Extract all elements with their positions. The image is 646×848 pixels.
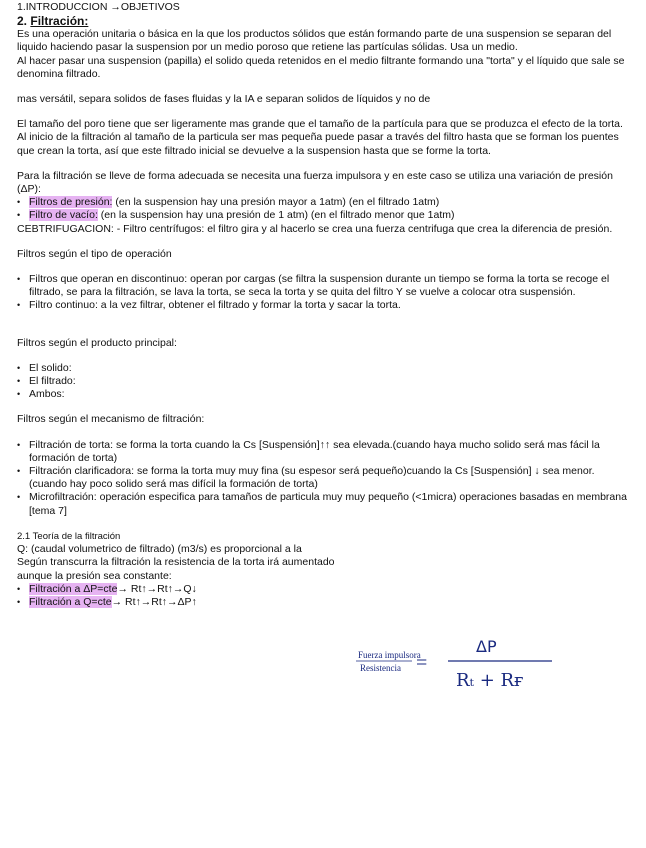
denominator-label: Resistencia xyxy=(360,663,401,673)
list-item: • El solido: xyxy=(17,362,632,375)
product-list xyxy=(17,362,632,402)
list-item: • Ambos: xyxy=(17,388,632,401)
section-number: 2. xyxy=(17,14,28,29)
paragraph-centrifugacion: CEBTRIFUGACION: - Filtro centrífugos: el filtro gira y al hacerlo se crea una fuerza centrifuga que crea la diferencia de presión. xyxy=(17,222,613,235)
equals-sign: = xyxy=(416,652,428,674)
operation-title: Filtros según el tipo de operación xyxy=(17,247,172,260)
theory-list xyxy=(17,583,347,609)
list-item: • Filtración a ΔP=cte→ Rt↑→Rt↑→Q↓ xyxy=(17,583,347,596)
theory-section xyxy=(17,530,347,609)
theory-line-q: Q: (caudal volumetrico de filtrado) (m3/s) es proporcional a la xyxy=(17,543,302,556)
document-page xyxy=(17,1,632,609)
paragraph-definition: Es una operación unitaria o básica en la que los productos sólidos que están formando parte de una suspension se separan del liquido haciendo pasar la suspension por un medio poroso que retiene las partículas sólidas. Usa un medio. xyxy=(17,28,612,54)
theory-line-resistance: Según transcurra la filtración la resistencia de la torta irá aumentado aunque la presión sea constante: xyxy=(17,556,335,582)
product-title: Filtros según el producto principal: xyxy=(17,336,177,349)
numerator: ΔP xyxy=(476,637,497,656)
header-line: 1.INTRODUCCION →OBJETIVOS xyxy=(17,1,180,13)
paragraph-torta: Al hacer pasar una suspension (papilla) el solido queda retenidos en el medio filtrante formando una "torta" y el líquido que sale se denomina filtrado. xyxy=(17,54,625,80)
list-item: • Microfiltración: operación especifica para tamaños de particula muy muy pequeño (<1micra) operaciones basadas en membrana [tema 7] xyxy=(17,491,632,517)
theory-title: 2.1 Teoría de la filtración xyxy=(17,530,121,542)
flow-equation xyxy=(340,634,570,694)
paragraph-fuerza: Para la filtración se lleve de forma adecuada se necesita una fuerza impulsora y en este caso se utiliza una variación de presión (ΔP): xyxy=(17,169,613,196)
mechanism-title: Filtros según el mecanismo de filtración: xyxy=(17,413,205,426)
section-heading xyxy=(17,14,632,28)
highlight: Filtro de vacío: xyxy=(29,209,98,222)
list-item: • Filtro de vacío: (en la suspension hay una presión de 1 atm) (en el filtrado menor que 1atm) xyxy=(17,209,632,222)
highlight: Filtros de presión: xyxy=(29,196,113,209)
list-item: • Filtros de presión: (en la suspension hay una presión mayor a 1atm) (en el filtrado 1atm) xyxy=(17,196,632,209)
list-item: • Filtración a Q=cte→ Rt↑→Rt↑→ΔP↑ xyxy=(17,596,347,609)
list-item: • Filtración de torta: se forma la torta cuando la Cs [Suspensión]↑↑ sea elevada.(cuando haya mucho solido será mas fácil la formación de torta) xyxy=(17,439,632,465)
paragraph-versatil: mas versátil, separa solidos de fases fluidas y la IA e separan solidos de líquidos y no de xyxy=(17,93,431,106)
list-item: • Filtro continuo: a la vez filtrar, obtener el filtrado y formar la torta y sacar la torta. xyxy=(17,299,632,312)
highlight: Filtración a Q=cte xyxy=(29,595,112,608)
numerator-label: Fuerza impulsora xyxy=(358,650,421,660)
list-item: • Filtración clarificadora: se forma la torta muy muy fina (su espesor será pequeño)cuando la Cs [Suspensión] ↓ sea menor.(cuando hay poco solido será mas difícil la formación de torta) xyxy=(17,465,632,491)
operation-list xyxy=(17,273,632,313)
denominator: Rₜ + Rғ xyxy=(456,670,524,691)
pressure-list xyxy=(17,196,632,222)
mechanism-list xyxy=(17,439,632,518)
list-item: • Filtros que operan en discontinuo: operan por cargas (se filtra la suspension durante un tiempo se forma la torta se recoge el filtrado, se para la filtración, se lava la torta, se seca la torta y se quita del filtro Y se vuelve a colocar otra suspensión. xyxy=(17,273,632,299)
highlight: Filtración a ΔP=cte xyxy=(29,582,118,595)
list-item: • El filtrado: xyxy=(17,375,632,388)
section-title: Filtración: xyxy=(30,14,89,29)
paragraph-poro: El tamaño del poro tiene que ser ligeramente mas grande que el tamaño de la partícula para que se produzca el efecto de la torta. Al inicio de la filtración al tamaño de la particula ser mas pequeña puede pasar a través del filtro hasta que se forman los puentes que crean la torta, así que este filtrado inicial se devuelve a la suspension hasta que se forme la torta. xyxy=(17,118,623,157)
